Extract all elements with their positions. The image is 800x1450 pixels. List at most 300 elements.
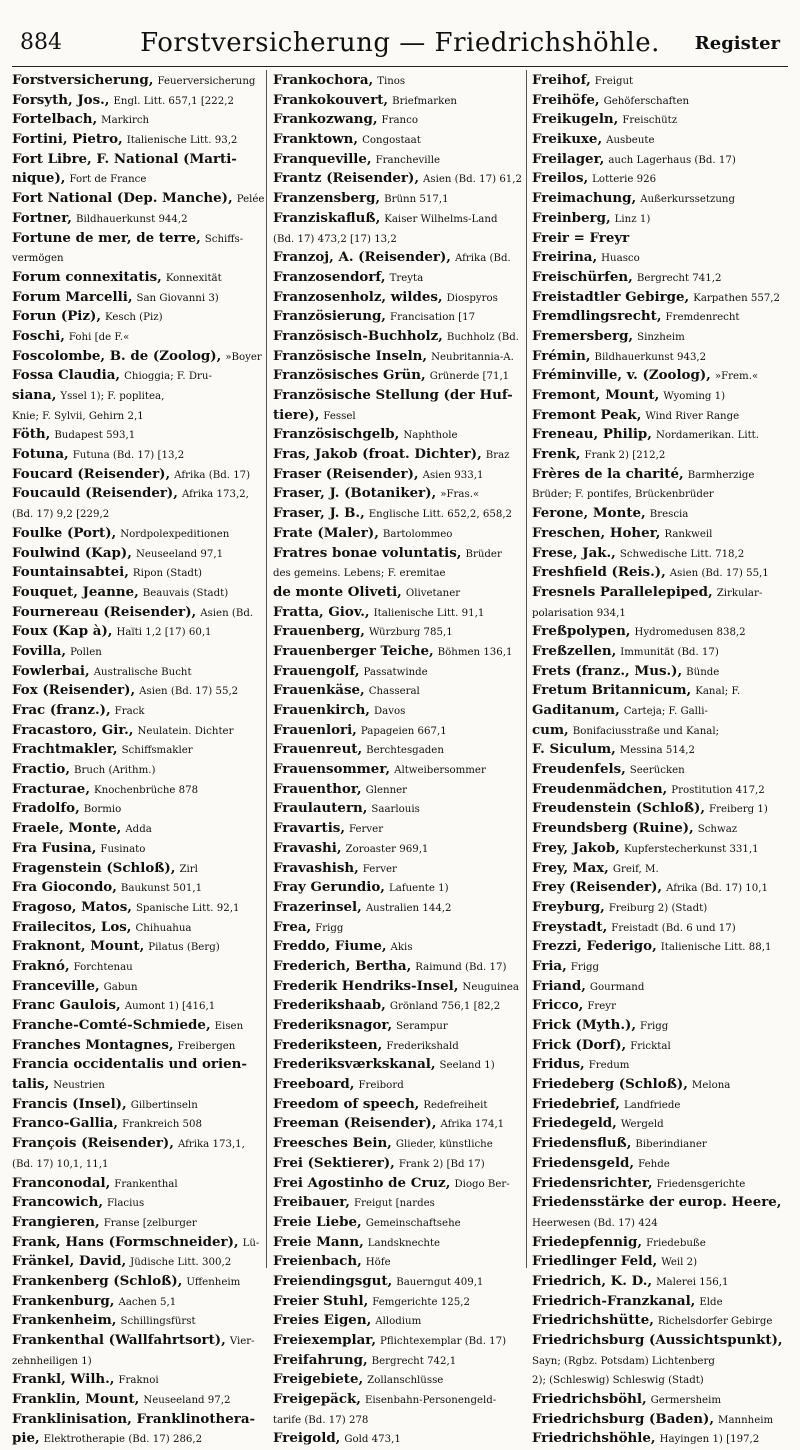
index-entry bbox=[532, 897, 782, 917]
entry-headword: Friedrichshütte, bbox=[532, 1312, 654, 1329]
index-entry bbox=[532, 1369, 782, 1389]
entry-reference: San Giovanni 3) bbox=[136, 292, 219, 304]
entry-headword: Frederiksteen, bbox=[273, 1036, 383, 1053]
entry-headword: Frauenthor, bbox=[273, 780, 362, 797]
index-entry bbox=[532, 70, 782, 90]
entry-reference: Frankreich 508 bbox=[122, 1119, 202, 1131]
index-entry bbox=[532, 1330, 782, 1350]
entry-headword: Frauenberger Teiche, bbox=[273, 642, 434, 659]
index-entry bbox=[532, 1015, 782, 1035]
index-entry bbox=[532, 247, 782, 267]
entry-reference: Italienische Litt. 93,2 bbox=[126, 135, 238, 147]
entry-headword: Forun (Piz), bbox=[12, 308, 101, 325]
entry-reference: Freistadt (Bd. 6 und 17) bbox=[611, 922, 736, 934]
entry-headword: Freischürfen, bbox=[532, 268, 633, 285]
entry-reference: Bormio bbox=[83, 804, 122, 816]
entry-headword: Fossa Claudia, bbox=[12, 367, 121, 384]
entry-headword: Frey, Jakob, bbox=[532, 839, 620, 856]
index-entry bbox=[273, 680, 523, 700]
entry-reference: Grönland 756,1 [82,2 bbox=[389, 1001, 501, 1013]
entry-reference: Olivetaner bbox=[405, 587, 461, 599]
entry-reference: (Bd. 17) 473,2 [17) 13,2 bbox=[273, 233, 397, 245]
entry-headword: Fort Libre, F. National (Marti- bbox=[12, 150, 237, 167]
index-entry bbox=[273, 1074, 523, 1094]
entry-reference: Feuerversicherung bbox=[157, 76, 256, 87]
index-entry bbox=[532, 503, 782, 523]
entry-headword: Frey, Max, bbox=[532, 859, 609, 876]
index-entry bbox=[273, 1291, 523, 1311]
entry-reference: Redefreiheit bbox=[423, 1099, 488, 1111]
entry-reference: Davos bbox=[373, 706, 406, 717]
entry-reference: Frigg bbox=[315, 922, 344, 934]
index-entry bbox=[273, 543, 523, 563]
entry-reference: Wergeld bbox=[620, 1119, 664, 1131]
column-divider bbox=[266, 70, 267, 1268]
index-entry bbox=[273, 641, 523, 661]
entry-reference: Greif, M. bbox=[612, 863, 659, 875]
index-entry bbox=[532, 326, 782, 346]
entry-headword: Freystadt, bbox=[532, 918, 608, 935]
entry-reference: Chasseral bbox=[368, 686, 420, 698]
entry-reference: Australische Bucht bbox=[93, 666, 192, 678]
index-entry bbox=[12, 228, 262, 248]
entry-headword: Freirina, bbox=[532, 249, 598, 266]
index-entry bbox=[12, 424, 262, 444]
entry-reference: Messina 514,2 bbox=[619, 745, 696, 757]
index-entry bbox=[532, 149, 782, 169]
index-entry bbox=[12, 483, 262, 503]
index-entry bbox=[273, 621, 523, 641]
entry-headword: Francowich, bbox=[12, 1194, 103, 1211]
index-entry bbox=[273, 424, 523, 444]
entry-headword: Fouquet, Jeanne, bbox=[12, 583, 139, 600]
entry-reference: Spanische Litt. 92,1 bbox=[135, 902, 240, 914]
entry-reference: Futuna (Bd. 17) [13,2 bbox=[72, 450, 185, 462]
index-entry bbox=[532, 858, 782, 878]
entry-headword: Frets (franz., Mus.), bbox=[532, 662, 683, 679]
entry-headword: Freistadtler Gebirge, bbox=[532, 288, 690, 305]
entry-headword: tiere), bbox=[273, 406, 320, 423]
index-entry bbox=[12, 956, 262, 976]
index-entry bbox=[12, 1409, 262, 1429]
entry-reference: (Bd. 17) 10,1, 11,1 bbox=[12, 1158, 109, 1170]
entry-headword: Frachtmakler, bbox=[12, 741, 118, 758]
index-entry bbox=[12, 1251, 262, 1271]
entry-reference: Pilatus (Berg) bbox=[148, 942, 220, 954]
index-entry bbox=[12, 700, 262, 720]
entry-headword: Friedrichsburg (Baden), bbox=[532, 1410, 714, 1427]
entry-reference: Eisen bbox=[214, 1021, 244, 1032]
index-entry bbox=[12, 1428, 262, 1448]
entry-reference: Passatwinde bbox=[363, 666, 428, 678]
entry-reference: Afrika (Bd. 17) 10,1 bbox=[666, 883, 768, 895]
index-entry bbox=[532, 424, 782, 444]
index-entry bbox=[12, 346, 262, 366]
entry-headword: Frankozwang, bbox=[273, 111, 378, 128]
entry-headword: Freudenmädchen, bbox=[532, 780, 668, 797]
entry-reference: Freischütz bbox=[622, 115, 678, 127]
entry-reference: Karpathen 557,2 bbox=[693, 292, 781, 304]
entry-reference: Uffenheim bbox=[186, 1276, 241, 1288]
index-entry bbox=[12, 365, 262, 385]
index-entry bbox=[273, 1232, 523, 1252]
entry-reference: Afrika (Bd. 17) bbox=[174, 469, 251, 481]
entry-headword: Fraknont, Mount, bbox=[12, 938, 145, 955]
entry-reference: Bonifaciusstraße und Kanal; bbox=[572, 725, 720, 737]
index-entry bbox=[12, 936, 262, 956]
index-entry bbox=[273, 1409, 523, 1429]
index-entry bbox=[12, 1232, 262, 1252]
index-entry bbox=[532, 956, 782, 976]
index-entry bbox=[273, 1173, 523, 1193]
index-entry bbox=[532, 483, 782, 503]
index-entry bbox=[273, 858, 523, 878]
entry-reference: Frigg bbox=[640, 1021, 669, 1032]
entry-headword: Freßzellen, bbox=[532, 642, 617, 659]
entry-headword: Fretum Britannicum, bbox=[532, 682, 692, 699]
entry-reference: Neustrien bbox=[53, 1080, 105, 1092]
entry-reference: Fraknoi bbox=[118, 1375, 159, 1387]
entry-reference: Allodium bbox=[375, 1316, 422, 1328]
index-entry bbox=[273, 1094, 523, 1114]
index-entry bbox=[273, 1212, 523, 1232]
index-entry bbox=[532, 602, 782, 622]
entry-headword: Freeman (Reisender), bbox=[273, 1115, 437, 1132]
index-entry bbox=[532, 464, 782, 484]
index-entry bbox=[273, 976, 523, 996]
entry-reference: Tinos bbox=[377, 76, 406, 87]
entry-reference: Barmherzige bbox=[687, 469, 755, 481]
entry-headword: Forum connexitatis, bbox=[12, 268, 162, 285]
entry-headword: cum, bbox=[532, 721, 569, 738]
entry-headword: F. Siculum, bbox=[532, 741, 616, 758]
entry-reference: Freiburg 2) (Stadt) bbox=[608, 902, 708, 914]
entry-reference: Gourmand bbox=[589, 981, 645, 993]
entry-reference: Fessel bbox=[323, 410, 356, 422]
entry-headword: Französischgelb, bbox=[273, 426, 400, 443]
entry-headword: Fraele, Monte, bbox=[12, 820, 122, 837]
entry-reference: (Bd. 17) 9,2 [229,2 bbox=[12, 509, 110, 521]
entry-headword: Franches Montagnes, bbox=[12, 1036, 174, 1053]
index-entry bbox=[273, 346, 523, 366]
entry-headword: Foulke (Port), bbox=[12, 524, 117, 541]
entry-headword: Föth, bbox=[12, 426, 51, 443]
entry-reference: Bauerngut 409,1 bbox=[396, 1276, 484, 1288]
entry-headword: Frey (Reisender), bbox=[532, 879, 663, 896]
entry-reference: Fredum bbox=[588, 1060, 630, 1072]
index-entry bbox=[273, 1035, 523, 1055]
entry-reference: Freibergen bbox=[177, 1040, 236, 1052]
entry-headword: Ferone, Monte, bbox=[532, 505, 646, 522]
entry-reference: Ripon (Stadt) bbox=[132, 568, 203, 580]
index-entry bbox=[273, 602, 523, 622]
index-entry bbox=[12, 1153, 262, 1173]
index-entry bbox=[12, 1350, 262, 1370]
entry-reference: Franse [zelburger bbox=[103, 1217, 197, 1229]
entry-headword: Fremont, Mount, bbox=[532, 387, 660, 403]
entry-headword: Frères de la charité, bbox=[532, 465, 684, 482]
entry-reference: Brüder; F. pontifes, Brückenbrüder bbox=[532, 489, 714, 501]
entry-reference: Asien 933,1 bbox=[422, 469, 484, 481]
entry-headword: Frauenlori, bbox=[273, 721, 357, 738]
entry-headword: Frantz (Reisender), bbox=[273, 170, 419, 187]
entry-reference: Ferver bbox=[362, 863, 397, 875]
index-entry bbox=[532, 346, 782, 366]
index-entry bbox=[273, 1330, 523, 1350]
index-entry bbox=[12, 798, 262, 818]
entry-headword: Fremersberg, bbox=[532, 327, 634, 344]
entry-reference: Zoroaster 969,1 bbox=[345, 843, 429, 855]
entry-headword: Freikuxe, bbox=[532, 131, 603, 148]
entry-reference: Neuseeland 97,2 bbox=[143, 1395, 231, 1407]
entry-headword: Frauenreut, bbox=[273, 741, 363, 758]
entry-reference: Saarlouis bbox=[371, 804, 420, 816]
entry-headword: Frangieren, bbox=[12, 1213, 100, 1230]
entry-headword: Fridus, bbox=[532, 1056, 585, 1073]
entry-headword: Frederikshaab, bbox=[273, 997, 386, 1014]
index-entry bbox=[532, 759, 782, 779]
entry-reference: Haïti 1,2 [17) 60,1 bbox=[116, 627, 212, 639]
index-entry bbox=[532, 1409, 782, 1429]
entry-reference: Papageien 667,1 bbox=[360, 725, 447, 737]
entry-headword: Fras, Jakob (froat. Dichter), bbox=[273, 446, 482, 463]
index-entry bbox=[12, 503, 262, 523]
entry-reference: Schiffs- bbox=[204, 233, 244, 245]
entry-reference: Freigut [nardes bbox=[354, 1198, 435, 1210]
entry-reference: Gilbertinseln bbox=[130, 1099, 198, 1111]
entry-reference: Ferver bbox=[349, 824, 384, 836]
index-entry bbox=[273, 109, 523, 129]
entry-reference: Pollen bbox=[70, 646, 102, 658]
entry-headword: Franco-Gallia, bbox=[12, 1115, 119, 1132]
entry-reference: Afrika (Bd. bbox=[454, 253, 511, 265]
entry-reference: Jüdische Litt. 300,2 bbox=[130, 1257, 232, 1269]
index-column-2 bbox=[273, 70, 523, 1447]
entry-reference: Hayingen 1) [197,2 bbox=[659, 1434, 760, 1446]
entry-reference: Landsknechte bbox=[367, 1237, 441, 1249]
index-entry bbox=[532, 1113, 782, 1133]
entry-headword: Forsyth, Jos., bbox=[12, 91, 110, 108]
entry-reference: Treyta bbox=[389, 272, 424, 284]
entry-reference: Frigg bbox=[570, 961, 600, 973]
index-entry bbox=[532, 1153, 782, 1173]
entry-headword: Freimachung, bbox=[532, 190, 637, 207]
entry-headword: Foux (Kap à), bbox=[12, 623, 113, 640]
entry-headword: Fra Fusina, bbox=[12, 839, 97, 856]
entry-headword: Fresnels Parallelepiped, bbox=[532, 583, 713, 600]
entry-headword: Freilager, bbox=[532, 150, 605, 167]
index-entry bbox=[532, 306, 782, 326]
entry-headword: Frankenburg, bbox=[12, 1292, 115, 1309]
index-entry bbox=[12, 720, 262, 740]
entry-headword: Fournereau (Reisender), bbox=[12, 603, 197, 620]
index-entry bbox=[12, 917, 262, 937]
entry-reference: Frankenthal bbox=[114, 1178, 178, 1190]
index-entry bbox=[273, 1350, 523, 1370]
entry-reference: Seeland 1) bbox=[439, 1060, 495, 1072]
index-entry bbox=[532, 1310, 782, 1330]
index-entry bbox=[12, 149, 262, 169]
index-entry bbox=[12, 1113, 262, 1133]
entry-headword: Fradolfo, bbox=[12, 800, 80, 817]
entry-reference: Grünerde [71,1 bbox=[429, 371, 510, 383]
entry-headword: Frederik Hendriks-Insel, bbox=[273, 977, 459, 994]
entry-headword: Gaditanum, bbox=[532, 702, 620, 718]
entry-headword: Frauenkäse, bbox=[273, 682, 365, 699]
entry-headword: Foucauld (Reisender), bbox=[12, 485, 178, 502]
entry-headword: Freundsberg (Ruine), bbox=[532, 820, 694, 837]
index-entry bbox=[532, 838, 782, 858]
entry-headword: Franc Gaulois, bbox=[12, 997, 121, 1014]
entry-reference: Italienische Litt. 91,1 bbox=[373, 607, 485, 619]
entry-headword: Frederiksværkskanal, bbox=[273, 1056, 436, 1073]
index-entry bbox=[532, 523, 782, 543]
entry-reference: Weil 2) bbox=[661, 1257, 698, 1269]
entry-headword: Frei Agostinho de Cruz, bbox=[273, 1174, 451, 1191]
index-entry bbox=[12, 897, 262, 917]
entry-headword: Friand, bbox=[532, 977, 586, 994]
index-entry bbox=[273, 306, 523, 326]
entry-reference: Kaiser Wilhelms-Land bbox=[384, 213, 498, 225]
entry-headword: Freudenfels, bbox=[532, 761, 626, 778]
entry-reference: Fehde bbox=[638, 1158, 670, 1170]
entry-reference: Gehöferschaften bbox=[603, 95, 690, 107]
index-entry bbox=[12, 1094, 262, 1114]
index-entry bbox=[532, 109, 782, 129]
entry-reference: Yssel 1); F. poplitea, bbox=[60, 391, 165, 402]
entry-headword: Francis (Insel), bbox=[12, 1095, 127, 1112]
entry-headword: Freie Liebe, bbox=[273, 1213, 362, 1230]
entry-headword: Friedrichsböhl, bbox=[532, 1391, 647, 1408]
index-entry bbox=[12, 444, 262, 464]
index-entry bbox=[12, 1173, 262, 1193]
entry-reference: Eisenbahn-Personengeld- bbox=[364, 1395, 497, 1407]
index-entry bbox=[273, 129, 523, 149]
index-entry bbox=[12, 877, 262, 897]
index-entry bbox=[532, 1251, 782, 1271]
index-entry bbox=[532, 287, 782, 307]
entry-headword: Franktown, bbox=[273, 131, 359, 148]
index-entry bbox=[532, 1291, 782, 1311]
index-entry bbox=[273, 877, 523, 897]
index-entry bbox=[12, 582, 262, 602]
header-rule bbox=[12, 66, 788, 67]
entry-reference: Kesch (Piz) bbox=[105, 312, 163, 324]
entry-reference: zehnheiligen 1) bbox=[12, 1355, 92, 1367]
entry-reference: »Fras.« bbox=[440, 489, 480, 501]
index-entry bbox=[12, 543, 262, 563]
column-divider bbox=[526, 70, 527, 1268]
entry-headword: Freschen, Hoher, bbox=[532, 524, 661, 541]
entry-reference: Lü- bbox=[242, 1237, 260, 1249]
entry-headword: Freifahrung, bbox=[273, 1351, 368, 1368]
entry-headword: Fra Giocondo, bbox=[12, 879, 117, 896]
index-entry bbox=[273, 995, 523, 1015]
entry-reference: Brüder bbox=[465, 548, 502, 560]
entry-headword: Freiendingsgut, bbox=[273, 1272, 393, 1289]
entry-headword: Friedensstärke der europ. Heere, bbox=[532, 1194, 782, 1211]
entry-reference: Brünn 517,1 bbox=[384, 194, 449, 206]
entry-reference: Asien (Bd. 17) 55,2 bbox=[139, 686, 239, 698]
entry-headword: Franziskafluß, bbox=[273, 209, 381, 226]
index-entry bbox=[532, 700, 782, 720]
entry-headword: Frea, bbox=[273, 918, 312, 935]
index-entry bbox=[273, 228, 523, 248]
index-entry bbox=[532, 444, 782, 464]
entry-reference: Hydromedusen 838,2 bbox=[634, 627, 746, 639]
entry-headword: Friedrichshöhle, bbox=[532, 1430, 656, 1447]
entry-headword: Freihöfe, bbox=[532, 91, 600, 108]
index-entry bbox=[12, 1369, 262, 1389]
entry-reference: Brescia bbox=[649, 509, 689, 521]
entry-headword: Freie Mann, bbox=[273, 1233, 364, 1250]
entry-headword: Francia occidentalis und orien- bbox=[12, 1056, 247, 1073]
entry-headword: Frenk, bbox=[532, 446, 581, 463]
index-entry bbox=[12, 1271, 262, 1291]
index-entry bbox=[532, 90, 782, 110]
entry-reference: Konnexität bbox=[165, 272, 222, 284]
index-entry bbox=[532, 1133, 782, 1153]
entry-headword: Freßpolypen, bbox=[532, 623, 631, 640]
entry-headword: Frederiksnagor, bbox=[273, 1017, 393, 1033]
entry-headword: Frankenthal (Wallfahrtsort), bbox=[12, 1332, 226, 1348]
entry-reference: des gemeins. Lebens; F. eremitae bbox=[273, 568, 446, 580]
entry-headword: Frauengolf, bbox=[273, 662, 360, 679]
entry-reference: Beauvais (Stadt) bbox=[142, 587, 229, 599]
entry-reference: Heerwesen (Bd. 17) 424 bbox=[532, 1217, 658, 1229]
entry-headword: Friedensrichter, bbox=[532, 1174, 653, 1191]
entry-reference: Engl. Litt. 657,1 [222,2 bbox=[113, 95, 234, 107]
index-entry bbox=[273, 70, 523, 90]
entry-headword: Frank, Hans (Formschneider), bbox=[12, 1233, 239, 1250]
entry-reference: Aachen 5,1 bbox=[118, 1296, 177, 1308]
entry-reference: Ausbeute bbox=[606, 135, 655, 147]
index-entry bbox=[532, 1094, 782, 1114]
entry-headword: Fraser, J. B., bbox=[273, 505, 365, 522]
index-entry bbox=[12, 818, 262, 838]
entry-reference: Bartolommeo bbox=[382, 528, 453, 540]
entry-headword: Freigebiete, bbox=[273, 1371, 364, 1388]
index-entry bbox=[273, 897, 523, 917]
entry-reference: Bildhauerkunst 944,2 bbox=[75, 213, 188, 225]
entry-headword: Freies Eigen, bbox=[273, 1312, 372, 1329]
entry-headword: François (Reisender), bbox=[12, 1135, 174, 1152]
entry-reference: Afrika 174,1 bbox=[440, 1119, 505, 1131]
entry-reference: Fusinato bbox=[100, 843, 146, 855]
entry-headword: Französische Inseln, bbox=[273, 347, 428, 364]
entry-headword: Franche-Comté-Schmiede, bbox=[12, 1017, 211, 1033]
entry-headword: Frei (Sektierer), bbox=[273, 1154, 395, 1171]
index-entry bbox=[273, 917, 523, 937]
index-entry bbox=[273, 1133, 523, 1153]
entry-headword: Freir = Freyr bbox=[532, 229, 630, 246]
index-entry bbox=[532, 680, 782, 700]
index-entry bbox=[12, 759, 262, 779]
index-entry bbox=[273, 444, 523, 464]
entry-headword: Frese, Jak., bbox=[532, 544, 616, 561]
index-entry bbox=[532, 917, 782, 937]
index-entry bbox=[12, 287, 262, 307]
entry-headword: Fracturae, bbox=[12, 780, 90, 797]
index-entry bbox=[532, 129, 782, 149]
entry-headword: Forum Marcelli, bbox=[12, 288, 133, 305]
index-entry bbox=[273, 503, 523, 523]
entry-reference: Rankweil bbox=[664, 528, 713, 540]
index-entry bbox=[273, 562, 523, 582]
index-entry bbox=[532, 1389, 782, 1409]
index-entry bbox=[532, 168, 782, 188]
entry-headword: pie, bbox=[12, 1430, 40, 1447]
